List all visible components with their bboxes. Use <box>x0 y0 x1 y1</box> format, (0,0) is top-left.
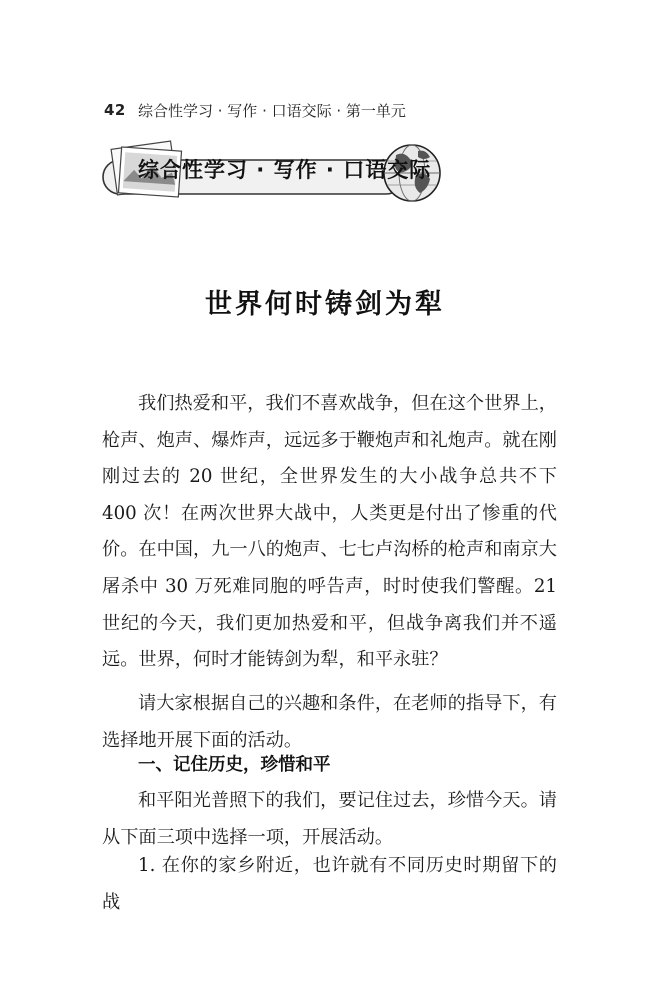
running-head-info: 综合性学习 · 写作 · 口语交际 · 第一单元 <box>138 101 406 120</box>
section-paragraph <box>102 783 557 856</box>
item-1-text: 1. 在你的家乡附近，也许就有不同历史时期留下的战 <box>102 855 557 913</box>
intro-text: 我们热爱和平，我们不喜欢战争，但在这个世界上，枪声、炮声、爆炸声，远远多于鞭炮声和礼炮声。就在刚刚过去的 20 世纪，全世界发生的大小战争总共不下 400 次！在两次世界大战中，人类更是付出了惨重的代价。在中国，九一八的炮声、七七卢沟桥的枪声和南京大屠杀中 30 万死难同胞的呼告声，时时使我们警醒。21 世纪的今天，我们更加热爱和平，但战争离我们并不遥远。世界，何时才能铸剑为犁，和平永驻？ <box>102 393 557 671</box>
section-banner <box>100 135 445 213</box>
page-number: 42 <box>104 101 126 119</box>
section-text: 和平阳光普照下的我们，要记住过去，珍惜今天。请从下面三项中选择一项，开展活动。 <box>102 790 557 848</box>
intro-paragraph <box>102 386 557 679</box>
running-head <box>104 98 524 122</box>
item-1-paragraph <box>102 848 557 921</box>
instruction-text: 请大家根据自己的兴趣和条件，在老师的指导下，有选择地开展下面的活动。 <box>102 693 557 751</box>
section-heading: 一、记住历史，珍惜和平 <box>138 755 331 775</box>
banner-title: 综合性学习 · 写作 · 口语交际 <box>138 158 432 182</box>
instruction-paragraph <box>102 686 557 759</box>
article-title: 世界何时铸剑为犁 <box>205 289 445 320</box>
